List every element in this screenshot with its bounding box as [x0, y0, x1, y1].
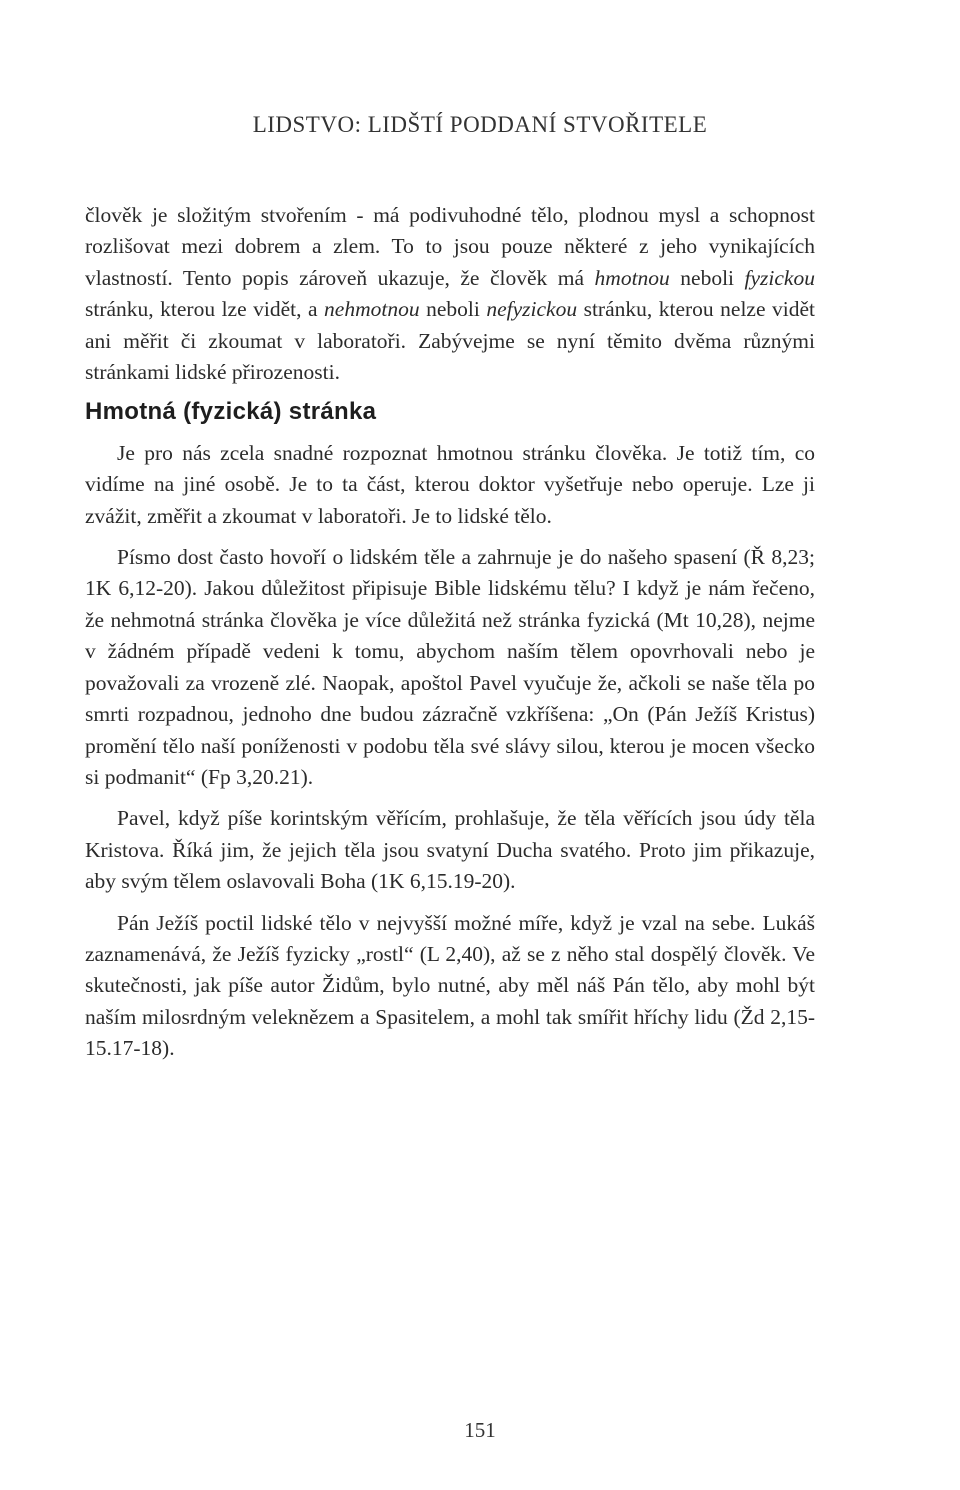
emphasis-hmotnou: hmotnou [594, 265, 670, 290]
page-body [85, 200, 815, 1065]
emphasis-fyzickou: fyzickou [744, 265, 815, 290]
body-paragraph-3: Pavel, když píše korintským věřícím, prohlašuje, že těla věřících jsou údy těla Kristova. Říká jim, že jejich těla jsou svatyní Ducha svatého. Proto jim přikazuje, aby svým tělem oslavovali Boha (1K 6,15.19-20). [85, 806, 815, 894]
body-paragraph-2: Písmo dost často hovoří o lidském těle a zahrnuje je do našeho spasení (Ř 8,23; 1K 6,12-20). Jakou důležitost připisuje Bible lidskému tělu? I když je nám řečeno, že nehmotná stránka člověka je více důležitá než stránka fyzická (Mt 10,28), nejme v žádném případě vedeni k tomu, abychom naším tělem opovrhovali nebo je považovali za vrozeně zlé. Naopak, apoštol Pavel vyučuje že, ačkoli se naše těla po smrti rozpadnou, jednoho dne budou zázračně vzkříšena: „On (Pán Ježíš Kristus) promění tělo naší poníženosti v podobu těla své slávy silou, kterou je mocen všecko si podmanit“ (Fp 3,20.21). [85, 545, 815, 789]
body-paragraph-1: Je pro nás zcela snadné rozpoznat hmotnou stránku člověka. Je totiž tím, co vidíme na jiné osobě. Je to ta část, kterou doktor vyšetřuje nebo operuje. Lze ji zvážit, změřit a zkoumat v laboratoři. Je to lidské tělo. [85, 440, 815, 528]
emphasis-nehmotnou: nehmotnou [324, 297, 420, 322]
body-paragraph-4: Pán Ježíš poctil lidské tělo v nejvyšší možné míře, když je vzal na sebe. Lukáš zaznamenává, že Ježíš fyzicky „rostl“ (L 2,40), až se z něho stal dospělý člověk. Ve skutečnosti, jak píše autor Židům, bylo nutné, aby měl náš Pán tělo, aby mohl být naším milosrdným veleknězem a Spasitelem, a mohl tak smířit hříchy lidu (Žd 2,15-15.17-18). [85, 910, 815, 1061]
emphasis-nefyzickou: nefyzickou [486, 297, 578, 322]
section-heading: Hmotná (fyzická) stránka [85, 398, 377, 426]
intro-paragraph: člověk je složitým stvořením - má podivuhodné tělo, plodnou mysl a schopnost rozlišovat mezi dobrem a zlem. To to jsou pouze některé z jeho vynikajících vlastností. Tento popis zároveň ukazuje, že člověk má hmotnou neboli fyzickou stránku, kterou lze vidět, a nehmotnou neboli nefyzickou stránku, kterou nelze vidět ani měřit či zkoumat v laboratoři. Zabývejme se nyní těmito dvěma různými stránkami lidské přirozenosti. [85, 203, 815, 385]
page-number: 151 [464, 1418, 496, 1442]
running-header: LIDSTVO: LIDŠTÍ PODDANÍ STVOŘITELE [252, 112, 708, 137]
